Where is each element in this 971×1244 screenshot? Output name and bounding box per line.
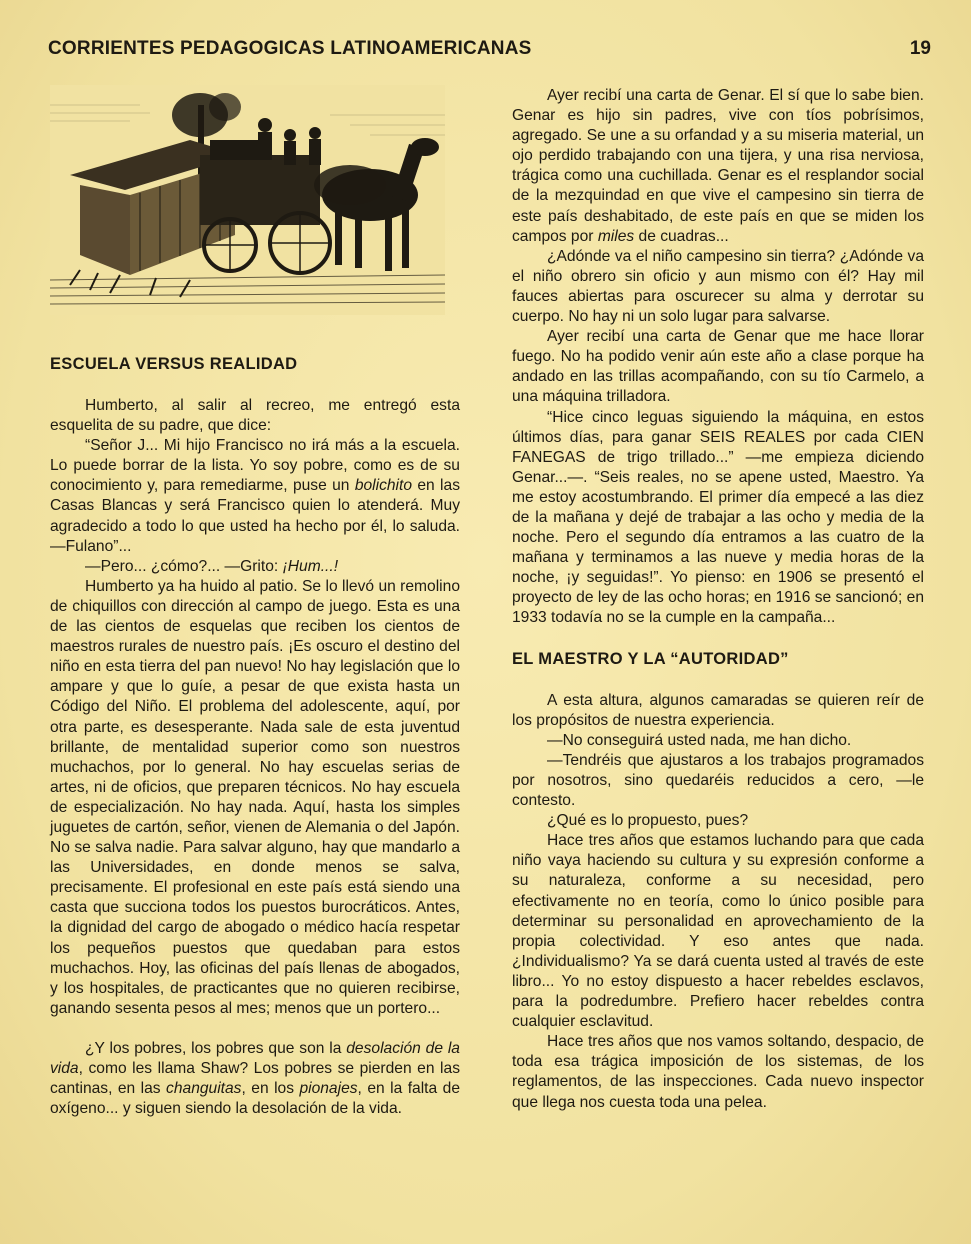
- section-heading-escuela: ESCUELA VERSUS REALIDAD: [50, 355, 298, 373]
- paragraph: Ayer recibí una carta de Genar. El sí que lo sabe bien. Genar es hijo sin padres, vive con tíos pobrísimos, agregado. Se une a su orfandad y a su miseria material, un ojo perdido trabajando con una tijera, y una risa nerviosa, trágica como una cuchillada. Genar es el resplandor social de la mezquindad en que vive el campesino sin tierra de este país deshabitado, de este país en que se miden los campos por miles de cuadras...: [512, 87, 924, 245]
- paragraph: ¿Y los pobres, los pobres que son la desolación de la vida, como les llama Shaw? Los pobres se pierden en las cantinas, en las changuitas, en los pionajes, en la falta de oxígeno... y siguen siendo la desolación de la vida.: [50, 1039, 460, 1118]
- paragraph: —No conseguirá usted nada, me han dicho.: [547, 731, 852, 749]
- paragraph: “Hice cinco leguas siguiendo la máquina, en estos últimos días, para ganar SEIS REALES por cada CIEN FANEGAS de trigo trillado...” —me empieza diciendo Genar...—. “Seis reales, no se apene usted, Maestro. Ya me estoy acostumbrando. El primer día empecé a las diez de la mañana y dejé de trabajar a las ocho y media de la noche. Pero el segundo día entramos a las cuatro de la mañana y terminamos a las nueve y media horas de la noche, ¡y seguidas!”. Yo pienso: en 1906 se presentó el proyecto de ley de las ocho horas; en 1916 se sancionó; en 1933 todavía no se la cumple en la campaña...: [512, 408, 924, 627]
- paragraph: Hace tres años que nos vamos soltando, despacio, de toda esa trágica imposición de los sistemas, de los reglamentos, de las inspecciones. Cada nuevo inspector que llega nos cuesta toda una pelea.: [512, 1033, 924, 1111]
- paragraph: —Tendréis que ajustaros a los trabajos programados por nosotros, sino quedaréis reducidos a cero, —le contesto.: [512, 751, 924, 810]
- paragraph: ¿Qué es lo propuesto, pues?: [547, 812, 749, 830]
- right-column: [512, 86, 924, 1113]
- paragraph: —Pero... ¿cómo?... —Grito: ¡Hum...!: [85, 557, 339, 575]
- section-heading-maestro: EL MAESTRO Y LA “AUTORIDAD”: [512, 649, 789, 668]
- paragraph: Humberto ya ha huido al patio. Se lo llevó un remolino de chiquillos con dirección al campo de juego. Esta es una de las cientos de esquelas que reciben los cientos de maestros rurales de nuestro país. ¡Es oscuro el destino del niño en esta tierra del pan nuevo! No hay legislación que lo ampare y que lo guíe, a pesar de que exista hasta un Código del Niño. El problema del adolescente, aquí, por otra parte, es desesperante. Nada sale de esta juventud brillante, de mentalidad superior como son nuestros muchachos, por lo general. No hay escuelas serias de artes, ni de oficios, que preparen técnicos. No hay escuela de especialización. No hay nada. Aquí, hasta los simples juguetes de cartón, señor, vienen de Alemania o del Japón. No se salva nadie. Para salvar alguno, hay que mandarlo a las Universidades, en donde menos se salva, precisamente. El profesional en este país está siendo una casta que succiona todos los puestos burocráticos. Antes, la dignidad del cargo de abogado o médico hacía respetar los pequeños puestos que quedaban para estos muchachos. Hoy, las oficinas del país llenas de abogados, y los hospitales, de practicantes que no quieren recibirse, ganando sesenta pesos al mes; menos que un portero...: [50, 577, 460, 1017]
- paragraph: ¿Adónde va el niño campesino sin tierra? ¿Adónde va el niño obrero sin oficio y aun mismo con él? Hay mil fauces abiertas para oscurecer su alma y derrotar su cuerpo. No hay ni un solo lugar para salvarse.: [512, 247, 924, 326]
- threshing-scene-illustration: [50, 85, 445, 315]
- page-number: 19: [909, 38, 931, 59]
- paragraph: “Señor J... Mi hijo Francisco no irá más a la escuela. Lo puede borrar de la lista. Yo soy pobre, como es de su conocimiento y, para remediarme, puse un bolichito en las Casas Blancas y será Francisco quien lo atenderá. Muy agradecido a todo lo que usted ha hecho por él, lo saluda. —Fulano”...: [50, 437, 460, 555]
- paragraph: A esta altura, algunos camaradas se quieren reír de los propósitos de nuestra experiencia.: [512, 691, 924, 729]
- left-column: [50, 396, 460, 1119]
- paragraph: Ayer recibí una carta de Genar que me hace llorar fuego. No ha podido venir aún este año a clase porque ha andado en las trillas acompañando, con su tío Carmelo, a una máquina trilladora.: [512, 328, 924, 406]
- paragraph: Hace tres años que estamos luchando para que cada niño vaya haciendo su cultura y su expresión conforme a su naturaleza, conforme a su necesidad, pero efectivamente no en teoría, como lo único posible para determinar su personalidad en aprovechamiento de la propia colectividad. Y eso antes que nada. ¿Individualismo? Ya se dará cuenta usted al través de este libro... Yo no estoy dispuesto a hacer rebeldes esclavos, para la podredumbre. Prefiero hacer rebeldes contra cualquier esclavitud.: [512, 832, 924, 1031]
- running-header-title: CORRIENTES PEDAGOGICAS LATINOAMERICANAS: [48, 38, 532, 59]
- paragraph: Humberto, al salir al recreo, me entregó esta esquelita de su padre, que dice:: [50, 397, 460, 435]
